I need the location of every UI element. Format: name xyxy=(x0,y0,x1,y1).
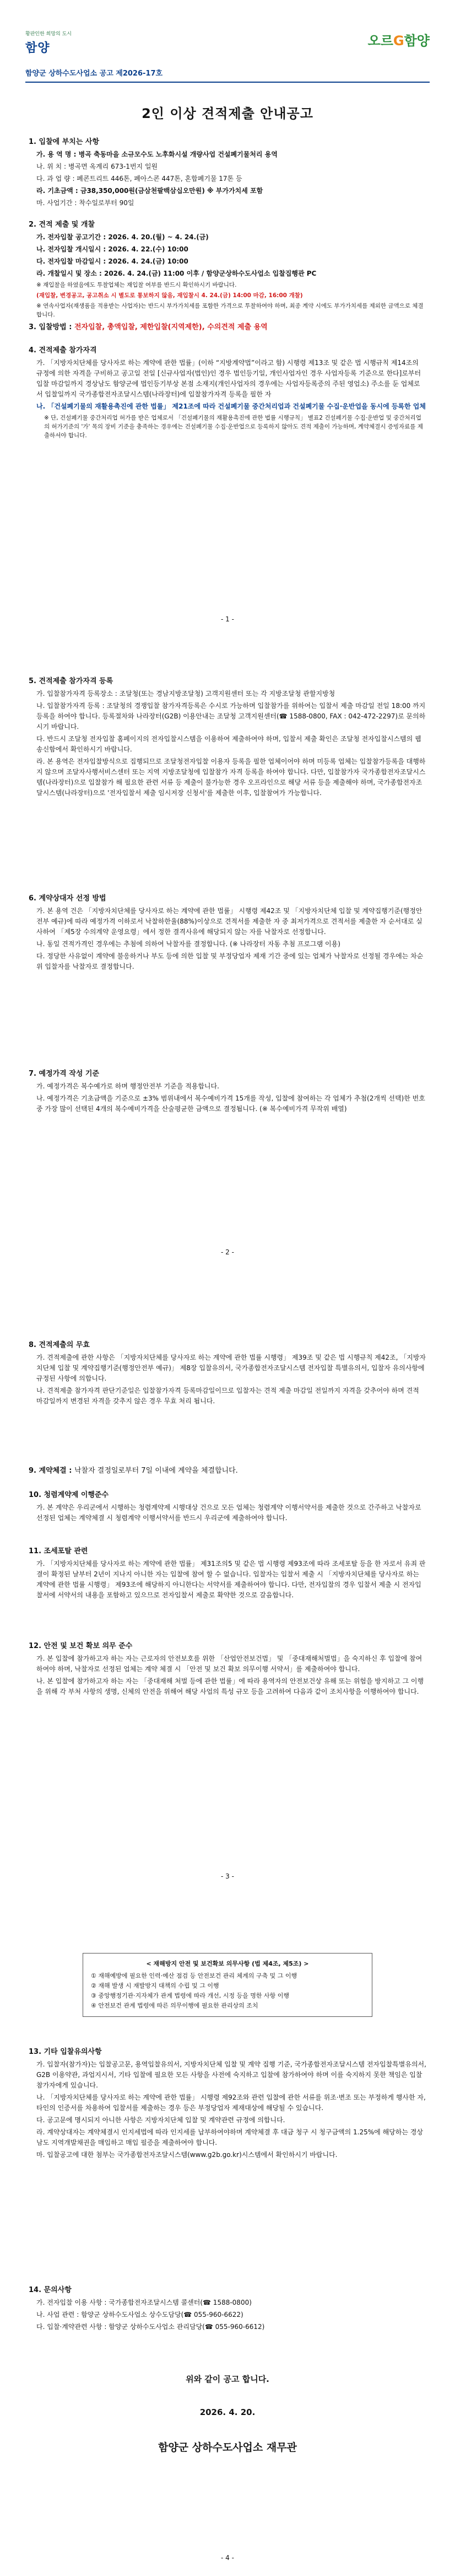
s10-item: 가. 본 계약은 우리군에서 시행하는 청렴계약제 시행대상 건으로 모든 업체는 청렴계약 이행서약서를 제출한 것으로 간주하고 낙찰자로 선정된 업체는 계약체결 시 청렴계약 이행서약서를 반드시 우리군에 제출하여야 합니다. xyxy=(36,1504,421,1522)
s6-item: 다. 정당한 사유없이 계약에 불응하거나 부도 등에 의한 입찰 및 부정당업자 제재 기간 중에 있는 업체가 낙찰자로 선정될 경우에는 차순위 입찰자를 낙찰자로 결정합니다. xyxy=(36,952,424,970)
s14-item: 다. 입찰·계약관련 사항 : 함양군 상하수도사업소 관리담당(☎ 055-960-6612) xyxy=(36,2323,265,2331)
logo-text: 함양 xyxy=(25,41,50,55)
s7-item: 나. 예정가격은 기초금액을 기준으로 ±3% 범위내에서 복수예비가격 15개를 작성, 입찰에 참여하는 각 업체가 추첨(2개씩 선택)한 번호 중 가장 많이 선택된 4개의 복수예비가격을 산술평균한 금액으로 결정됩니다. (※ 복수예비가격 무작위 배열) xyxy=(36,1094,425,1113)
page-3 xyxy=(0,1288,455,1932)
section-9-label: 9. 계약체결 : xyxy=(29,1467,74,1475)
section-3-heading xyxy=(29,322,426,332)
page-2 xyxy=(0,644,455,1288)
s2-item: 나. 전자입찰 개시일시 : 2026. 4. 22.(수) 10:00 xyxy=(36,245,188,253)
s2-note: ※ 연속사업자(재생품을 적용받는 사업자)는 반드시 부가가치세를 포함한 가격으로 투찰하여야 하며, 최종 계약 시에도 부가가치세를 제외한 금액으로 체결합니다. xyxy=(36,303,424,318)
hamyang-logo xyxy=(25,30,108,56)
page-1 xyxy=(0,0,455,644)
s2-note-red: (재입찰, 변경공고, 공고취소 시 별도로 통보하지 않음, 재입찰시 4. 24.(금) 14:00 마감, 16:00 개찰) xyxy=(36,292,303,299)
s1-item: 마. 사업기간 : 착수일로부터 90일 xyxy=(36,199,134,207)
s13-item: 마. 입찰공고에 대한 첨부는 국가종합전자조달시스템(www.g2b.go.kr)시스템에서 확인하시기 바랍니다. xyxy=(36,2151,338,2159)
s12-item: 가. 본 입찰에 참가하고자 하는 자는 근로자의 안전보호를 위한 「산업안전보건법」 및 「중대재해처벌법」을 숙지하신 후 입찰에 참여하여야 하며, 낙찰자로 선정된 업체는 계약 체결 시 「안전 및 보건 확보 의무이행 서약서」를 제출하여야 합니다. xyxy=(36,1655,422,1673)
s6-item: 나. 동일 견적가격인 경우에는 추첨에 의하여 낙찰자를 결정합니다. (※ 나라장터 자동 추첨 프로그램 이용) xyxy=(36,940,340,948)
section-13 xyxy=(29,2047,426,2162)
section-3-label: 3. 입찰방법 : xyxy=(29,323,74,331)
s7-item: 가. 예정가격은 복수예가로 하며 행정안전부 기준을 적용합니다. xyxy=(36,1082,219,1090)
closing-date: 2026. 4. 20. xyxy=(199,2407,256,2417)
section-14-heading: 14. 문의사항 xyxy=(29,2286,72,2294)
section-9-heading xyxy=(29,1466,426,1476)
document-header xyxy=(25,26,430,78)
s5-item: 라. 본 용역은 전자입찰방식으로 집행되므로 조달청전자입찰 이용자 등록을 필한 업체이어야 하며 미등록 업체는 입찰참가등록을 대행하지 않으며 조달자사행서비스센터 또는 지역 지방조달청에 입찰참가 자격 등록을 하여야 합니다. 다만, 입찰참가자 국가종합전자조달시스템(나라장터)으로 입찰참가 해 필요한 관련 서류 등 제출이 불가능한 경우 오프라인으로 해당 서류 등을 제출해야 하며, 국가종합전자조달시스템(나라장터)으로 '전자입찰서 제출 임시저장 신청서'를 제출한 이후, 입찰참여가 가능합니다. xyxy=(36,758,426,797)
safety-box-item: ③ 중앙행정기관·지자체가 관계 법령에 따라 개선, 시정 등을 명한 사항 이행 xyxy=(91,1992,289,1999)
page-4 xyxy=(0,1932,455,2576)
s8-item: 나. 견적제출 참가자격 판단기준일은 입찰참가자격 등록마감일이므로 입찰자는 견적 제출 마감일 전일까지 자격을 갖추어야 하며 견적 마감일까지 변경된 자격을 갖추지 않은 경우 무효 처리 됩니다. xyxy=(36,1387,419,1405)
s4-item: 나. 「건설폐기물의 재활용촉진에 관한 법률」 제21조에 따라 건설폐기물 중간처리업과 건설폐기물 수집·운반업을 동시에 등록한 업체 xyxy=(36,402,426,410)
s2-item: 가. 전자입찰 공고기간 : 2026. 4. 20.(월) ~ 4. 24.(금) xyxy=(36,233,209,241)
notice-number: 함양군 상하수도사업소 공고 제2026-17호 xyxy=(25,69,163,78)
brand-logo-pre: 오르 xyxy=(367,33,393,49)
closing-issuer: 함양군 상하수도사업소 재무관 xyxy=(158,2441,297,2454)
s14-item: 나. 사업 관련 : 함양군 상하수도사업소 상수도담당(☎ 055-960-6622) xyxy=(36,2311,243,2319)
section-7 xyxy=(29,1069,426,1116)
section-6 xyxy=(29,893,426,974)
s1-item: 가. 용 역 명 : 병곡 축동마을 소규모수도 노후화시설 개량사업 건설폐기물처리 용역 xyxy=(36,151,278,158)
s14-item: 가. 전자입찰 이용 사항 : 국가종합전자조달시스템 콜센터(☎ 1588-0800) xyxy=(36,2299,252,2306)
section-5-heading: 5. 견적제출 참가자격 등록 xyxy=(29,677,113,685)
section-4-heading: 4. 견적제출 참가자격 xyxy=(29,346,97,355)
s5-item: 나. 입찰참가자격 등록 : 조달청의 경쟁입찰 참가자격등록은 수시로 가능하며 입찰참가를 위하여는 입찰서 제출 마감일 전일 18:00 까지 등록을 하여야 합니다. 등록절차와 나라장터(G2B) 이용안내는 조달청 고객지원센터(☎ 1588-0800, FAX : 042-472-2297)로 문의하시기 바랍니다. xyxy=(36,702,426,731)
s5-item: 다. 반드시 조달청 전자입찰 홈페이지의 전자입찰시스템을 이용하여 제출하여야 하며, 입찰서 제출 확인은 조달청 전자입찰시스템의 웹 송신함에서 확인하시기 바랍니다. xyxy=(36,735,421,753)
section-8-heading: 8. 견적제출의 무효 xyxy=(29,1341,90,1349)
page-number: - 1 - xyxy=(221,615,234,623)
section-4 xyxy=(29,345,426,442)
s2-item: 라. 개찰일시 및 장소 : 2026. 4. 24.(금) 11:00 이후 / 함양군상하수도사업소 입찰집행관 PC xyxy=(36,270,317,277)
section-1 xyxy=(29,137,426,210)
section-3-value: 전자입찰, 총액입찰, 제한입찰(지역제한), 수의견적 제출 용역 xyxy=(74,323,268,331)
section-7-heading: 7. 예정가격 작성 기준 xyxy=(29,1070,100,1078)
s13-item: 라. 계약상대자는 계약체결시 인지세법에 따라 인지세를 납부하여야하며 계약체결 후 대금 청구 시 청구금액의 1.25%에 해당하는 경상남도 지역개발채권을 매입하고 매입 필증을 제출하여야 합니다. xyxy=(36,2128,423,2146)
section-1-heading: 1. 입찰에 부치는 사항 xyxy=(29,138,100,146)
section-14 xyxy=(29,2285,426,2334)
section-13-heading: 13. 기타 입찰유의사항 xyxy=(29,2048,102,2056)
s2-item: 다. 전자입찰 마감일시 : 2026. 4. 24.(금) 10:00 xyxy=(36,257,188,265)
safety-box-item: ① 재해예방에 필요한 인력·예산 점검 등 안전보건 관리 체계의 구축 및 그 이행 xyxy=(91,1972,297,1979)
section-12 xyxy=(29,1641,426,1699)
page-number: - 4 - xyxy=(221,2554,234,2562)
section-6-heading: 6. 계약상대자 선정 방법 xyxy=(29,894,106,903)
header-rule xyxy=(25,82,430,83)
page-number: - 3 - xyxy=(221,1872,234,1880)
section-10-heading: 10. 청렴계약제 이행준수 xyxy=(29,1491,109,1499)
brand-logo xyxy=(368,30,430,49)
section-11 xyxy=(29,1546,426,1602)
section-5 xyxy=(29,676,426,800)
section-9-value: 낙찰자 결정일로부터 7일 이내에 계약을 체결합니다. xyxy=(74,1467,238,1475)
s1-item: 다. 과 업 량 : 폐콘트리트 446톤, 폐아스콘 447톤, 혼합폐기물 17톤 등 xyxy=(36,175,242,183)
s13-item: 다. 공고문에 명시되지 아니한 사항은 지방자치단체 입찰 및 계약관련 규정에 의합니다. xyxy=(36,2116,285,2124)
logo-slogan: 황판인한 희망의 도시 xyxy=(25,31,72,37)
section-2 xyxy=(29,219,426,321)
brand-logo-o: G xyxy=(393,33,404,49)
section-2-heading: 2. 견적 제출 및 개찰 xyxy=(29,221,95,229)
safety-box-title: < 재해방지 안전 및 보건확보 의무사항 (법 제4조, 제5조) > xyxy=(146,1960,309,1967)
safety-obligation-box xyxy=(83,1953,372,2017)
safety-box-item: ④ 안전보건 관계 법령에 따른 의무이행에 필요한 관리상의 조치 xyxy=(91,2002,258,2009)
section-9 xyxy=(29,1466,426,1478)
s13-item: 가. 입찰자(참가자)는 입찰공고문, 용역입찰유의서, 지방자치단체 입찰 및 계약 집행 기준, 국가종합전자조달시스템 전자입찰특별유의서, G2B 이용약관, 과업지시서, 기타 입찰에 필요한 모든 사항을 사전에 숙지하고 입찰에 참가하여야 하며 이를 숙지하지 못한 책임은 입찰참가자에게 있습니다. xyxy=(36,2060,426,2089)
closing-statement: 위와 같이 공고 합니다. xyxy=(186,2374,269,2384)
section-11-heading: 11. 조세포탈 관련 xyxy=(29,1547,88,1555)
s11-item: 가. 「지방자치단체를 당사자로 하는 계약에 관한 법률」 제31조의5 및 같은 법 시행령 제93조에 따라 조세포탈 등을 한 자로서 유죄 판결이 확정된 날부터 2년이 지나지 아니한 자는 입찰에 참여 할 수 없습니다. 입찰자는 입찰서 제출 시 「지방자치단체를 당사자로 하는 계약에 관한 법률 시행령」 제93조에 해당하지 아니한다는 서약서를 제출하여야 합니다. 다만, 전자입찰의 경우 입찰서 제출 시 전자입찰서에 서약서의 내용을 포함하고 있으므로 전자입찰서 제출로 확약한 것으로 갈음합니다. xyxy=(36,1560,426,1599)
safety-box-item: ② 재해 발생 시 재발방지 대책의 수립 및 그 이행 xyxy=(91,1982,219,1989)
s5-item: 가. 입찰참가자격 등록장소 : 조달청(또는 경남지방조달청) 고객지원센터 또는 각 지방조달청 관할지방청 xyxy=(36,690,335,697)
s8-item: 가. 견적제출에 관한 사항은 「지방자치단체를 당사자로 하는 계약에 관한 법률 시행령」 제39조 및 같은 법 시행규칙 제42조, 「지방자치단체 입찰 및 계약집행기준(행정안전부 예규)」 제8장 입찰유의서, 국가종합전자조달시스템 전자입찰 특별유의서, 입찰자 유의사항에 규정된 사항에 의합니다. xyxy=(36,1354,426,1382)
brand-logo-post: 함양 xyxy=(404,33,430,49)
s2-note: ※ 재입찰을 하였음에도 투찰업체는 재입찰 여부를 반드시 확인하시기 바랍니다. xyxy=(36,282,237,288)
section-10 xyxy=(29,1490,426,1525)
s4-note: ※ 단, 건설폐기물 중간처리업 허가를 받은 업체로서 「건설폐기물의 재활용촉진에 관한 법률 시행규칙」 별표2 건설폐기물 수집·운반업 및 중간처리업의 허가기준의 '가' 목의 장비 기준을 충족하는 경우에는 건설폐기물 수집·운반업으로 등록하지 않아도 견적 제출이 가능하며, 계약체결시 증빙자료를 제출하셔야 합니다. xyxy=(44,415,423,439)
s6-item: 가. 본 용역 건은 「지방자치단체를 당사자로 하는 계약에 관한 법률」 시행령 제42조 및 「지방자치단체 입찰 및 계약집행기준(행정안전부 예규)에 따라 예정가격 이하로서 낙찰하한율(88%)이상으로 견적서를 제출한 자 중 최저가격으로 견적서를 제출한 자 순서대로 실사하여 「제5장 수의계약 운영요령」에서 정한 결격사유에 해당되지 않는 자를 낙찰자로 선정합니다. xyxy=(36,907,422,936)
page-number: - 2 - xyxy=(221,1248,234,1256)
s4-item: 가. 「지방자치단체를 당사자로 하는 계약에 관한 법률」(이하 “지방계약법”이라고 함) 시행령 제13조 및 같은 법 시행규칙 제14조의 규정에 의한 자격을 구비하고 공고일 전일 [신규사업자(법인)인 경우 법인등기일, 개인사업자인 경우 사업자등록 기준으로 한다]로부터 입찰 마감일까지 경상남도 함양군에 법인등기부상 본점 소재지(개인사업자의 경우에는 사업자등록증의 주된 영업소) 주소를 둔 업체로서 입찰일까지 국가종합전자조달시스템(나라장터)에 입찰참가자격 등록을 필한 자 xyxy=(36,359,421,398)
s12-item: 나. 본 입찰에 참가하고자 하는 자는 「중대재해 처벌 등에 관한 법률」에 따라 용역자의 안전보건상 유해 또는 위험을 방지하고 그 이행을 위해 각 부처 사항의 생명, 신체의 안전을 위해여 해당 사업의 특성 규모 등을 고려하여 다음과 같이 조치사항을 이행하여야 합니다. xyxy=(36,1677,424,1695)
section-8 xyxy=(29,1340,426,1408)
s13-item: 나. 「지방자치단체를 당사자로 하는 계약에 관한 법률」 시행령 제92조와 관련 입찰에 관한 서류를 위조·변조 또는 부정하게 행사한 자, 타인의 인증서를 차용하여 입찰서를 제출하는 경우 등은 부정당업자 제재대상에 해당될 수 있습니다. xyxy=(36,2094,426,2112)
section-12-heading: 12. 안전 및 보건 확보 의무 준수 xyxy=(29,1642,133,1650)
s1-item: 나. 위 치 : 병곡면 옥계리 673-1번지 일원 xyxy=(36,163,158,170)
section-3 xyxy=(29,322,426,335)
page-title: 2인 이상 견적제출 안내공고 xyxy=(142,106,313,121)
s1-item: 라. 기초금액 : 금38,350,000원(금삼천팔백삼십오만원) ※ 부가가치세 포함 xyxy=(36,187,263,195)
